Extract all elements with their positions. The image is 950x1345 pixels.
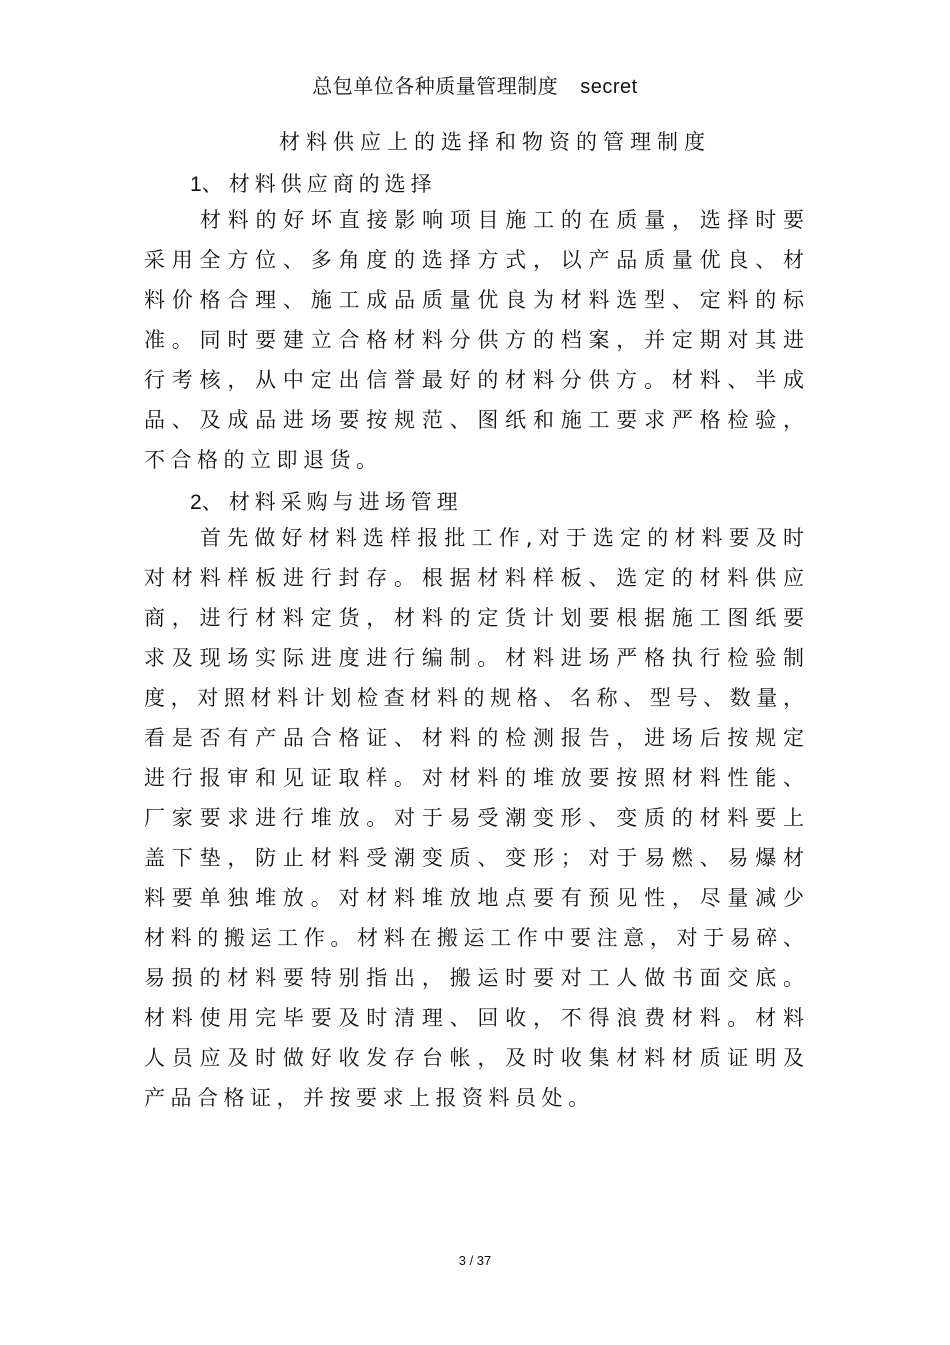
paragraph-line: 看是否有产品合格证、材料的检测报告，进场后按规定	[144, 726, 804, 750]
paragraph-line: 料价格合理、施工成品质量优良为材料选型、定料的标	[144, 288, 804, 312]
page-number: 3 / 37	[458, 1253, 492, 1268]
paragraph-line: 不合格的立即退货。	[144, 448, 383, 472]
section-body-supplier-selection	[144, 200, 804, 480]
section-number: 2、	[190, 491, 223, 514]
paragraph-line: 材料使用完毕要及时清理、回收，不得浪费材料。材料	[144, 1006, 804, 1030]
paragraph-line: 盖下垫，防止材料受潮变质、变形；对于易燃、易爆材	[144, 846, 804, 870]
header-title: 总包单位各种质量管理制度	[312, 74, 559, 98]
paragraph-line: 度，对照材料计划检查材料的规格、名称、型号、数量，	[144, 686, 804, 710]
paragraph-line: 产品合格证，并按要求上报资料员处。	[144, 1086, 595, 1110]
paragraph-line: 材料的搬运工作。材料在搬运工作中要注意，对于易碎、	[144, 926, 804, 950]
section-heading-text: 材料供应商的选择	[228, 172, 437, 196]
section-body-procurement	[144, 518, 804, 1118]
paragraph-line: 求及现场实际进度进行编制。材料进场严格执行检验制	[144, 646, 804, 670]
paragraph-line: 行考核，从中定出信誉最好的材料分供方。材料、半成	[144, 368, 804, 392]
paragraph-line: 人员应及时做好收发存台帐，及时收集材料材质证明及	[144, 1046, 804, 1070]
header-secret-label: secret	[580, 76, 638, 98]
section-number: 1、	[190, 173, 223, 196]
section-heading-supplier-selection	[190, 168, 437, 198]
page-header	[0, 70, 950, 99]
paragraph-line: 商，进行材料定货，材料的定货计划要根据施工图纸要	[144, 606, 804, 630]
document-title: 材料供应上的选择和物资的管理制度	[279, 130, 711, 154]
paragraph-line: 厂家要求进行堆放。对于易受潮变形、变质的材料要上	[144, 806, 804, 830]
paragraph-line: 准。同时要建立合格材料分供方的档案，并定期对其进	[144, 328, 804, 352]
paragraph-line: 首先做好材料选样报批工作,对于选定的材料要及时	[200, 526, 804, 550]
paragraph-line: 料要单独堆放。对材料堆放地点要有预见性，尽量减少	[144, 886, 804, 910]
section-heading-procurement	[190, 486, 463, 516]
paragraph-line: 进行报审和见证取样。对材料的堆放要按照材料性能、	[144, 766, 804, 790]
paragraph-line: 材料的好坏直接影响项目施工的在质量，选择时要	[200, 208, 804, 232]
paragraph-line: 对材料样板进行封存。根据材料样板、选定的材料供应	[144, 566, 804, 590]
paragraph-line: 品、及成品进场要按规范、图纸和施工要求严格检验，	[144, 408, 804, 432]
paragraph-line: 易损的材料要特别指出，搬运时要对工人做书面交底。	[144, 966, 804, 990]
section-heading-text: 材料采购与进场管理	[228, 490, 463, 514]
paragraph-line: 采用全方位、多角度的选择方式，以产品质量优良、材	[144, 248, 804, 272]
